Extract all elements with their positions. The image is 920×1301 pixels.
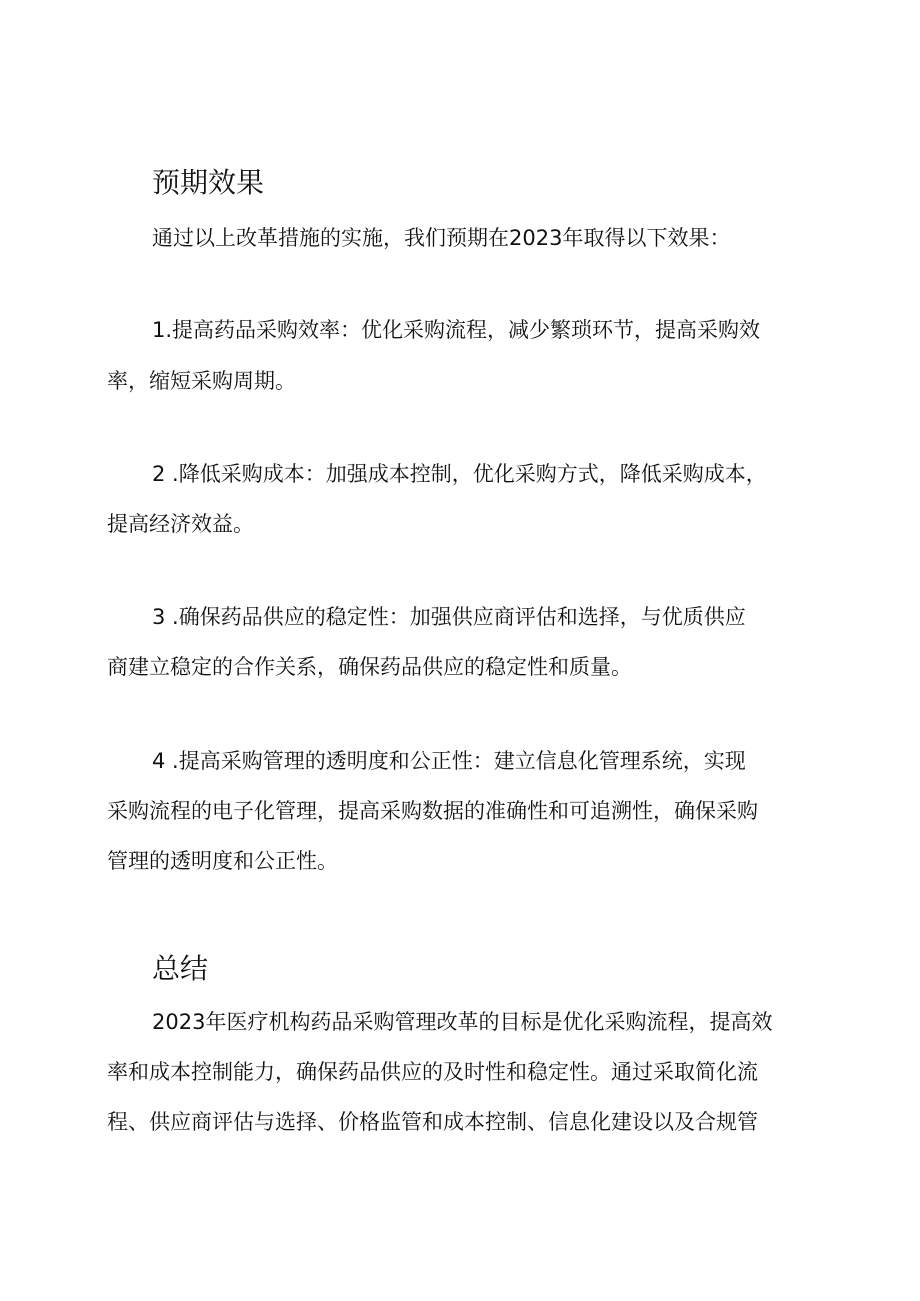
- summary-line: 率和成本控制能力，确保药品供应的及时性和稳定性。通过采取简化流: [107, 1060, 758, 1084]
- list-item-line: 采购流程的电子化管理，提高采购数据的准确性和可追溯性，确保采购: [107, 799, 758, 823]
- list-item-line: 3 .确保药品供应的稳定性：加强供应商评估和选择，与优质供应: [152, 605, 746, 629]
- section-heading-expected-effects: 预期效果: [152, 166, 265, 199]
- section-heading-summary: 总结: [152, 952, 209, 985]
- list-item-line: 提高经济效益。: [107, 512, 254, 536]
- summary-line: 程、供应商评估与选择、价格监管和成本控制、信息化建设以及合规管: [107, 1110, 758, 1134]
- intro-paragraph: 通过以上改革措施的实施，我们预期在2023年取得以下效果：: [152, 226, 731, 250]
- list-item-line: 1.提高药品采购效率：优化采购流程，减少繁琐环节，提高采购效: [152, 318, 761, 342]
- list-item-line: 4 .提高采购管理的透明度和公正性：建立信息化管理系统，实现: [152, 749, 746, 773]
- list-item-line: 率，缩短采购周期。: [107, 369, 296, 393]
- summary-line: 2023年医疗机构药品采购管理改革的目标是优化采购流程，提高效: [152, 1010, 773, 1034]
- list-item-line: 管理的透明度和公正性。: [107, 849, 338, 873]
- list-item-line: 2 .降低采购成本：加强成本控制，优化采购方式，降低采购成本，: [152, 462, 767, 486]
- list-item-line: 商建立稳定的合作关系，确保药品供应的稳定性和质量。: [107, 655, 632, 679]
